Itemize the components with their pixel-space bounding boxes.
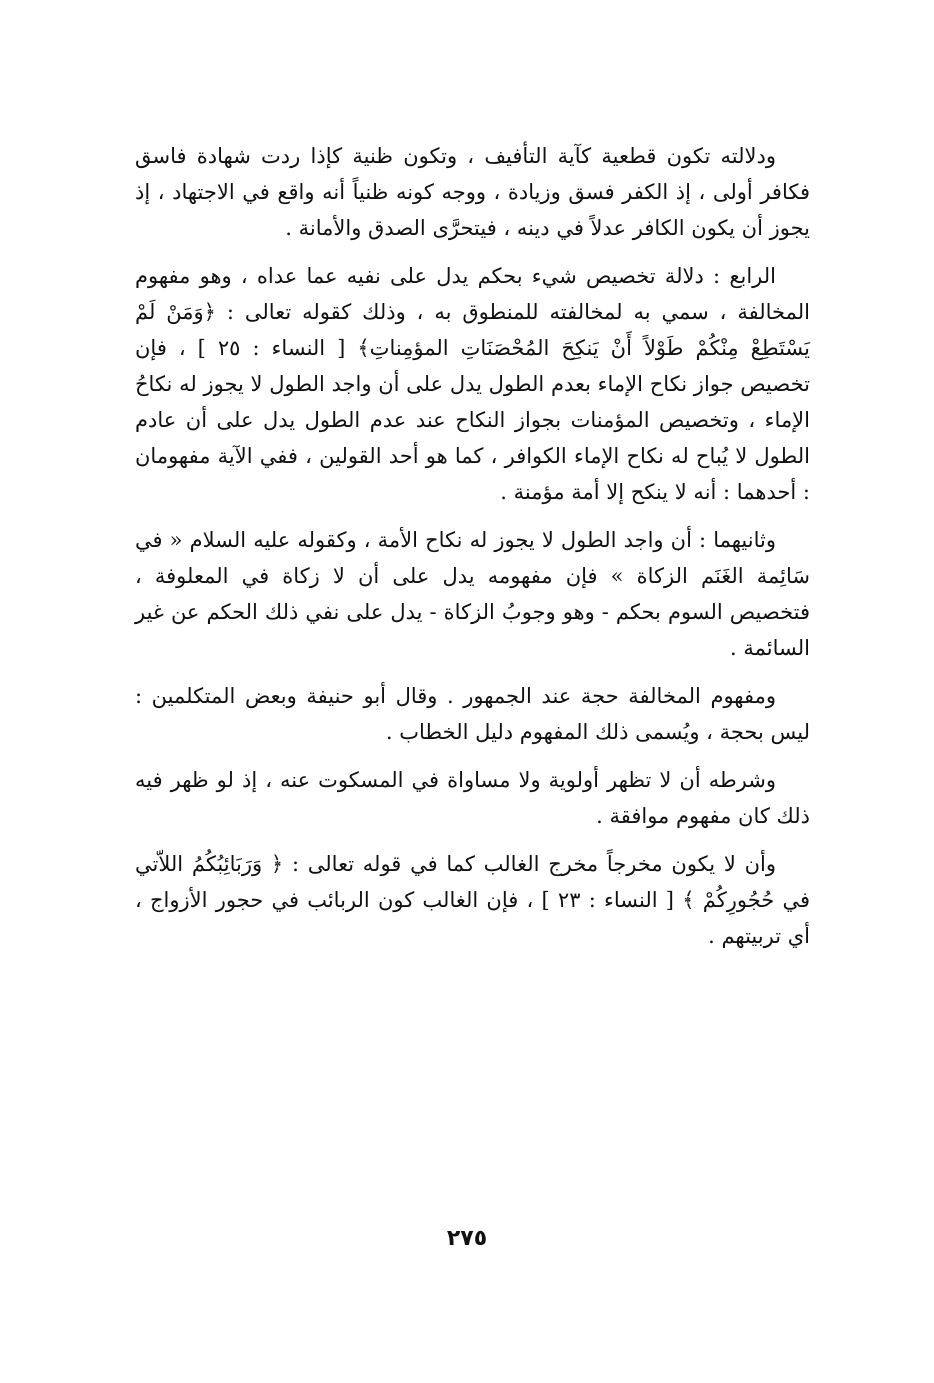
paragraph-1: ودلالته تكون قطعية كآية التأفيف ، وتكون ظنية كإذا ردت شهادة فاسق فكافر أولى ، إذ الكفر فسق وزيادة ، ووجه كونه ظنياً أنه واقع في الاجتهاد ، إذ يجوز أن يكون الكافر عدلاً في دينه ، فيتحرَّى الصدق والأمانة . [135,144,810,240]
page-number: ٢٧٥ [446,1226,488,1251]
paragraph-5: وشرطه أن لا تظهر أولوية ولا مساواة في المسكوت عنه ، إذ لو ظهر فيه ذلك كان مفهوم موافقة . [135,768,810,828]
paragraph-2: الرابع : دلالة تخصيص شيء بحكم يدل على نفيه عما عداه ، وهو مفهوم المخالفة ، سمي به لمخالفته للمنطوق به ، وذلك كقوله تعالى : ﴿وَمَنْ لَمْ يَسْتَطِعْ مِنْكُمْ طَوْلاً أَنْ يَنكِحَ المُحْصَنَاتِ المؤمِناتِ﴾ [ النساء : ٢٥ ] ، فإن تخصيص جواز نكاح الإماء بعدم الطول يدل على أن واجد الطول لا يجوز له نكاحُ الإماء ، وتخصيص المؤمنات بجواز النكاح عند عدم الطول يدل على أن عادم الطول لا يُباح له نكاح الإماء الكوافر ، كما هو أحد القولين ، ففي الآية مفهومان : أحدهما : أنه لا ينكح إلا أمة مؤمنة . [135,264,810,504]
paragraph-3: وثانيهما : أن واجد الطول لا يجوز له نكاح الأمة ، وكقوله عليه السلام « في سَائِمة الغَنَم الزكاة » فإن مفهومه يدل على أن لا زكاة في المعلوفة ، فتخصيص السوم بحكم - وهو وجوبُ الزكاة - يدل على نفي ذلك الحكم عن غير السائمة . [135,528,810,660]
body-text [135,138,810,966]
paragraph-6: وأن لا يكون مخرجاً مخرج الغالب كما في قوله تعالى : ﴿ وَرَبَائِبُكُمُ اللاّتي في حُجُورِكُمْ ﴾ [ النساء : ٢٣ ] ، فإن الغالب كون الربائب في حجور الأزواج ، أي تربيتهم . [135,852,810,948]
paragraph-4: ومفهوم المخالفة حجة عند الجمهور . وقال أبو حنيفة وبعض المتكلمين : ليس بحجة ، ويُسمى ذلك المفهوم دليل الخطاب . [135,684,810,744]
